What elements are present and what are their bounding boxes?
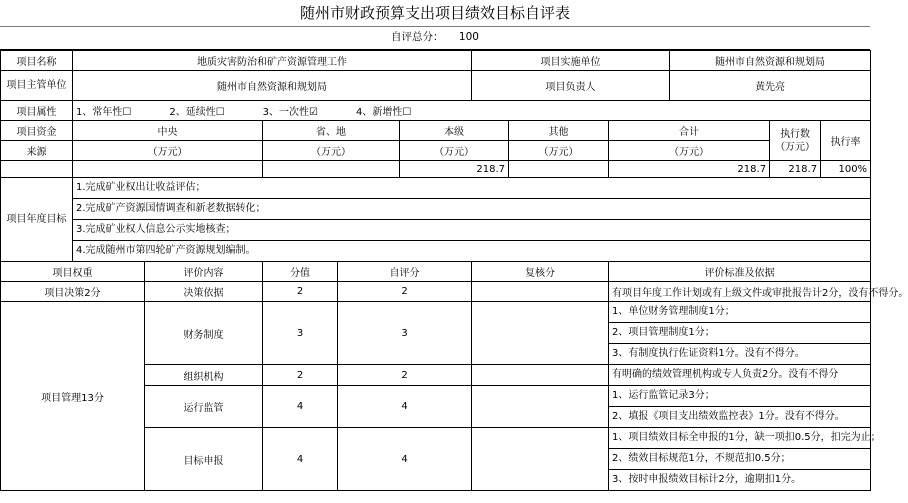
eval-header-weight: 项目权重 xyxy=(1,262,145,282)
criteria-line: 1、运行监管记录3分； xyxy=(609,386,870,407)
management-group-label: 项目管理13分 xyxy=(1,302,145,491)
criteria-line: 3、有制度执行佐证资料1分。没有不得分。 xyxy=(612,348,805,359)
funds-exec-label: 执行数（万元） xyxy=(770,121,821,161)
management-self-score[interactable]: 3 xyxy=(338,302,472,365)
management-review-score[interactable] xyxy=(472,428,609,491)
project-name-value[interactable]: 地质灾害防治和矿产资源管理工作 xyxy=(73,51,472,71)
funds-col-total: 合计 xyxy=(609,121,770,141)
management-self-score[interactable]: 2 xyxy=(338,365,472,386)
total-score-value: 100 xyxy=(458,31,479,43)
criteria-line: 2、项目管理制度1分； xyxy=(609,323,870,344)
criteria-line: 2、绩效目标规范1分，不规范扣0.5分； xyxy=(609,449,870,470)
attribute-option[interactable]: 1、常年性☐ xyxy=(76,107,132,118)
eval-header-points: 分值 xyxy=(263,262,338,282)
management-points: 4 xyxy=(263,386,338,428)
decision-group-label: 项目决策2分 xyxy=(1,282,145,302)
funds-unit-other: （万元） xyxy=(509,141,609,161)
funds-unit-local: （万元） xyxy=(400,141,509,161)
eval-header-review: 复核分 xyxy=(472,262,609,282)
management-criteria xyxy=(609,428,881,491)
management-self-score[interactable]: 4 xyxy=(338,428,472,491)
funds-col-central: 中央 xyxy=(73,121,263,141)
evaluation-table xyxy=(0,50,908,491)
management-content: 目标申报 xyxy=(145,428,263,491)
criteria-line: 1、项目绩效目标全申报的1分，缺一项扣0.5分，扣完为止； xyxy=(609,428,870,449)
sheet-title: 随州市财政预算支出项目绩效目标自评表 xyxy=(0,0,870,27)
implementing-unit-label: 项目实施单位 xyxy=(472,51,670,71)
management-self-score[interactable]: 4 xyxy=(338,386,472,428)
annual-goals-label: 项目年度目标 xyxy=(1,178,73,262)
management-criteria xyxy=(609,386,871,428)
funds-value-total[interactable]: 218.7 xyxy=(609,161,770,178)
supervising-unit-value[interactable]: 随州市自然资源和规划局 xyxy=(73,71,472,101)
management-points: 3 xyxy=(263,302,338,365)
funds-value-local[interactable]: 218.7 xyxy=(400,161,509,178)
goal-item: 2.完成矿产资源国情调查和新老数据转化； xyxy=(73,199,870,220)
funds-exec-value[interactable]: 218.7 xyxy=(770,161,821,178)
project-attribute-options xyxy=(73,101,871,121)
funds-label-top: 项目资金 xyxy=(1,121,73,141)
decision-content: 决策依据 xyxy=(145,282,263,302)
criteria-line: 2、填报《项目支出绩效监控表》1分。没有不得分。 xyxy=(612,411,845,422)
funds-label-bottom: 来源 xyxy=(1,141,73,161)
management-points: 2 xyxy=(263,365,338,386)
management-content: 财务制度 xyxy=(145,302,263,365)
goal-item: 1.完成矿业权出让收益评估； xyxy=(73,178,870,199)
management-points: 4 xyxy=(263,428,338,491)
management-review-score[interactable] xyxy=(472,386,609,428)
total-score xyxy=(0,26,870,50)
eval-header-self: 自评分 xyxy=(338,262,472,282)
funds-col-province: 省、地 xyxy=(263,121,400,141)
decision-review-score[interactable] xyxy=(472,282,609,302)
management-content: 运行监管 xyxy=(145,386,263,428)
funds-value-other[interactable] xyxy=(509,161,609,178)
project-attribute-label: 项目属性 xyxy=(1,101,73,121)
criteria-line: 1、单位财务管理制度1分； xyxy=(609,302,870,323)
goal-item: 4.完成随州市第四轮矿产资源规划编制。 xyxy=(76,245,256,256)
decision-points: 2 xyxy=(263,282,338,302)
funds-rate-value[interactable]: 100% xyxy=(821,161,871,178)
supervising-unit-label: 项目主管单位 xyxy=(1,71,73,101)
criteria-line: 有明确的绩效管理机构或专人负责2分。没有不得分 xyxy=(612,369,839,380)
eval-header-criteria: 评价标准及依据 xyxy=(609,262,871,282)
funds-value-central[interactable] xyxy=(73,161,263,178)
funds-unit-province: （万元） xyxy=(263,141,400,161)
management-criteria xyxy=(609,365,871,386)
funds-value-spacer xyxy=(1,161,73,178)
project-name-label: 项目名称 xyxy=(1,51,73,71)
funds-unit-total: （万元） xyxy=(609,141,770,161)
management-content: 组织机构 xyxy=(145,365,263,386)
management-review-score[interactable] xyxy=(472,365,609,386)
management-criteria xyxy=(609,302,871,365)
attribute-option[interactable]: 4、新增性☐ xyxy=(355,107,412,118)
project-owner-label: 项目负责人 xyxy=(472,71,670,101)
attribute-option[interactable]: 3、一次性☑ xyxy=(262,107,318,118)
attribute-option[interactable]: 2、延续性☐ xyxy=(169,107,225,118)
goal-item: 3.完成矿业权人信息公示实地核查； xyxy=(73,220,870,241)
management-review-score[interactable] xyxy=(472,302,609,365)
funds-col-other: 其他 xyxy=(509,121,609,141)
funds-unit-central: （万元） xyxy=(73,141,263,161)
annual-goals-list xyxy=(73,178,871,262)
funds-value-province[interactable] xyxy=(263,161,400,178)
implementing-unit-value[interactable]: 随州市自然资源和规划局 xyxy=(670,51,871,71)
project-owner-value[interactable]: 黄先亮 xyxy=(670,71,871,101)
eval-header-content: 评价内容 xyxy=(145,262,263,282)
funds-col-local: 本级 xyxy=(400,121,509,141)
total-score-label: 自评总分： xyxy=(391,31,444,43)
decision-criteria: 有项目年度工作计划或有上级文件或审批报告计2分，没有不得分。 xyxy=(609,282,871,302)
criteria-line: 3、按时申报绩效目标计2分，逾期扣1分。 xyxy=(612,474,802,485)
decision-self-score[interactable]: 2 xyxy=(338,282,472,302)
funds-rate-label: 执行率 xyxy=(821,121,871,161)
